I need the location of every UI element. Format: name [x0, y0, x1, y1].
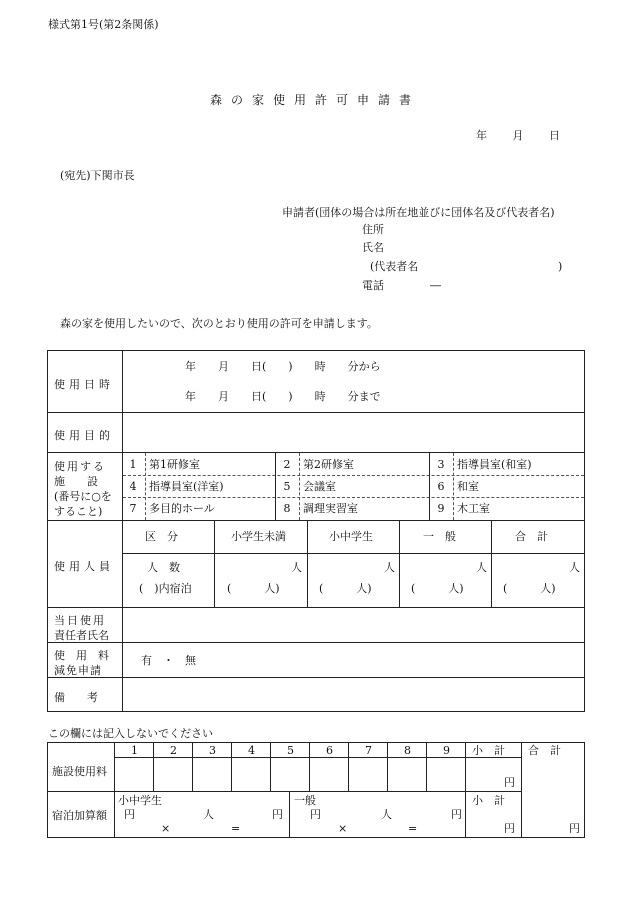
facility-col-9: 9: [443, 744, 450, 757]
fee-label-1: 使 用 料: [54, 649, 109, 662]
users-lodging-label: ( )内宿泊: [139, 582, 192, 595]
student-equals: =: [231, 822, 241, 835]
general-lodging-label: 一般: [294, 794, 316, 807]
student-yen[interactable]: 円: [124, 808, 135, 821]
preschool-count-unit[interactable]: 人: [291, 561, 302, 574]
users-header: [48, 521, 123, 607]
facility-num-9: 9: [437, 502, 445, 515]
facility-fee-label: 施設使用料: [52, 765, 107, 778]
addressee: (宛先)下関市長: [60, 169, 135, 182]
facility-col-3: 3: [209, 744, 216, 757]
general-equals: =: [408, 822, 418, 835]
facilities-label-2: 施 設: [54, 475, 98, 488]
representative-label: (代表者名: [370, 260, 419, 273]
users-col-general: 一 般: [423, 530, 456, 543]
facility-num-4: 4: [129, 480, 137, 493]
purpose-header: [48, 413, 123, 452]
users-label: 使用人員: [54, 560, 114, 573]
general-result-yen[interactable]: 円: [451, 808, 462, 821]
users-count-label: 人 数: [147, 561, 180, 574]
responsible-header: [48, 608, 123, 642]
facility-num-1: 1: [129, 458, 137, 471]
subtotal-label-2: 小 計: [472, 794, 505, 807]
facility-option-5[interactable]: 会議室: [303, 480, 336, 493]
responsible-label-2: 責任者氏名: [54, 629, 109, 642]
facilities-header: [48, 453, 123, 520]
subtotal-yen-2: 円: [504, 822, 515, 835]
facility-option-6[interactable]: 和室: [457, 480, 479, 493]
users-col-category: 区 分: [145, 530, 178, 543]
student-lodging-label: 小中学生: [118, 794, 162, 807]
responsible-row: [48, 608, 584, 643]
facility-col-6: 6: [326, 744, 333, 757]
use-to-line[interactable]: 年 月 日( ) 時 分まで: [185, 390, 381, 403]
use-datetime-header: [48, 351, 123, 412]
facilities-label-1: 使用する: [54, 460, 106, 473]
application-date: 年 月 日: [476, 129, 560, 142]
grand-total-label: 合 計: [528, 744, 561, 757]
facility-num-8: 8: [283, 502, 291, 515]
fee-choice[interactable]: 有 ・ 無: [141, 654, 196, 667]
form-title: 森の家使用許可申請書: [209, 93, 420, 107]
general-lodging[interactable]: ( 人): [411, 582, 464, 595]
applicant-heading: 申請者(団体の場合は所在地並びに団体名及び代表者名): [282, 206, 555, 219]
facility-num-6: 6: [437, 480, 445, 493]
facility-num-7: 7: [129, 502, 137, 515]
student-result-yen[interactable]: 円: [272, 808, 283, 821]
fee-row: [48, 643, 584, 678]
intro-text: 森の家を使用したいので、次のとおり使用の許可を申請します。: [60, 317, 378, 330]
facility-option-2[interactable]: 第2研修室: [303, 458, 354, 471]
facility-col-8: 8: [404, 744, 411, 757]
use-datetime-row: [48, 351, 584, 413]
facility-num-3: 3: [437, 458, 445, 471]
remarks-field[interactable]: [123, 678, 584, 711]
form-number: 様式第1号(第2条関係): [48, 18, 159, 31]
preschool-lodging[interactable]: ( 人): [227, 582, 280, 595]
lodging-fee-label: 宿泊加算額: [52, 809, 107, 822]
general-person[interactable]: 人: [381, 808, 392, 821]
users-col-preschool: 小学生未満: [231, 530, 286, 543]
general-count-unit[interactable]: 人: [476, 561, 487, 574]
facility-col-2: 2: [170, 744, 177, 757]
facility-option-4[interactable]: 指導員室(洋室): [149, 480, 224, 493]
facility-option-7[interactable]: 多目的ホール: [149, 502, 215, 515]
purpose-row: [48, 413, 584, 453]
name-label: 氏名: [362, 241, 384, 254]
facility-col-1: 1: [131, 744, 138, 757]
remarks-header: [48, 678, 123, 711]
facility-option-9[interactable]: 木工室: [457, 502, 490, 515]
total-count-unit[interactable]: 人: [569, 561, 580, 574]
use-datetime-label: 使用日時: [54, 378, 114, 391]
grand-total-yen: 円: [569, 822, 580, 835]
subtotal-yen-1: 円: [504, 776, 515, 789]
student-times: ×: [161, 822, 171, 835]
students-count-unit[interactable]: 人: [384, 561, 395, 574]
general-yen[interactable]: 円: [310, 808, 321, 821]
remarks-label: 備 考: [54, 691, 98, 704]
facilities-row: [48, 453, 584, 521]
subtotal-label-1: 小 計: [472, 744, 505, 757]
facility-option-8[interactable]: 調理実習室: [303, 502, 358, 515]
responsible-field[interactable]: [123, 608, 584, 642]
facility-col-5: 5: [287, 744, 294, 757]
use-from-line[interactable]: 年 月 日( ) 時 分から: [185, 360, 381, 373]
representative-close: ): [558, 260, 563, 273]
application-table: [47, 350, 585, 712]
address-label: 住所: [362, 223, 384, 236]
facility-num-2: 2: [283, 458, 291, 471]
purpose-field[interactable]: [123, 413, 584, 452]
facilities-label-4: すること): [54, 505, 103, 518]
purpose-label: 使用目的: [54, 429, 114, 442]
users-col-students: 小中学生: [329, 530, 373, 543]
facility-option-1[interactable]: 第1研修室: [149, 458, 200, 471]
facility-col-4: 4: [248, 744, 255, 757]
students-lodging[interactable]: ( 人): [319, 582, 372, 595]
users-col-total: 合 計: [515, 530, 548, 543]
facility-num-5: 5: [283, 480, 291, 493]
phone-label: 電話: [362, 279, 384, 292]
responsible-label-1: 当日使用: [54, 614, 106, 627]
general-times: ×: [338, 822, 348, 835]
student-person[interactable]: 人: [203, 808, 214, 821]
facility-option-3[interactable]: 指導員室(和室): [457, 458, 532, 471]
total-lodging[interactable]: ( 人): [503, 582, 556, 595]
phone-dash: ―: [430, 279, 441, 292]
facilities-label-3: (番号に○を: [54, 490, 112, 503]
office-table: [47, 742, 585, 838]
facility-col-7: 7: [365, 744, 372, 757]
remarks-row: [48, 678, 584, 711]
office-note: この欄には記入しないでください: [48, 727, 213, 740]
fee-label-2: 減免申請: [54, 664, 102, 677]
users-row: [48, 521, 584, 608]
fee-header: [48, 643, 123, 677]
